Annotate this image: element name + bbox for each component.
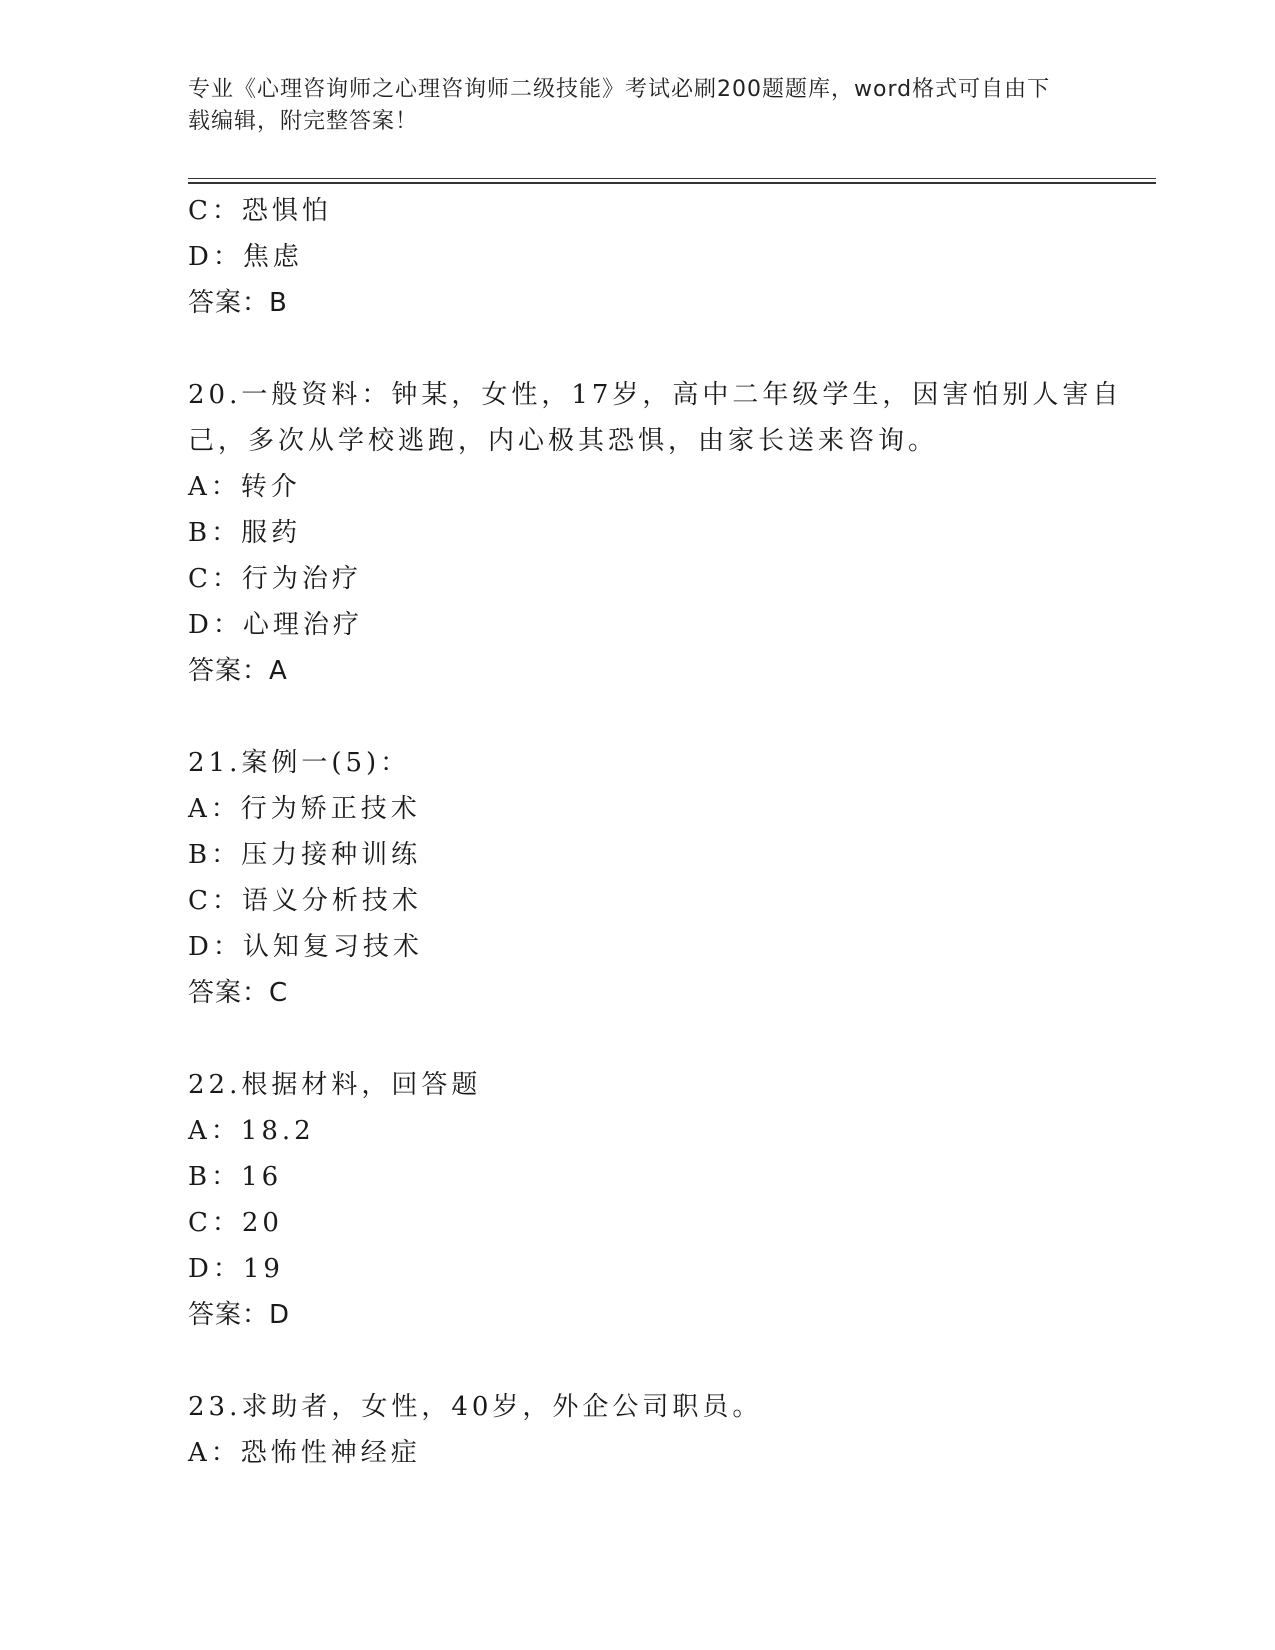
option-b: B：压力接种训练 [188, 840, 422, 870]
spacer [188, 694, 1088, 740]
option-b: B：服药 [188, 518, 302, 548]
option-a: A：恐怖性神经症 [188, 1438, 421, 1468]
option-c: C：恐惧怕 [188, 196, 332, 226]
question-stem: 23.求助者，女性，40岁，外企公司职员。 [188, 1392, 763, 1422]
question-list [188, 188, 1123, 1476]
header-rule-thick [188, 182, 1156, 184]
option-d: D：焦虑 [188, 242, 303, 272]
option-a: A：转介 [188, 472, 301, 502]
spacer [188, 1016, 1088, 1062]
option-d: D：心理治疗 [188, 610, 363, 640]
spacer [188, 1338, 1088, 1384]
answer-line: 答案：D [188, 1300, 291, 1330]
question-stem: 20.一般资料：钟某，女性，17岁，高中二年级学生，因害怕别人害自 [188, 380, 1123, 410]
question-stem: 己，多次从学校逃跑，内心极其恐惧，由家长送来咨询。 [188, 426, 939, 456]
option-d: D：认知复习技术 [188, 932, 423, 962]
question-stem: 21.案例一(5)： [188, 748, 411, 778]
answer-line: 答案：A [188, 656, 288, 686]
answer-line: 答案：C [188, 978, 289, 1008]
option-a: A：行为矫正技术 [188, 794, 421, 824]
option-c: C：行为治疗 [188, 564, 362, 594]
document-header: 专业《心理咨询师之心理咨询师二级技能》考试必刷200题题库，word格式可自由下载编辑，附完整答案！ [188, 77, 1051, 134]
option-c: C：20 [188, 1208, 283, 1238]
option-b: B：16 [188, 1162, 283, 1192]
header-rule-thin [188, 178, 1156, 179]
answer-line: 答案：B [188, 288, 288, 318]
option-c: C：语义分析技术 [188, 886, 422, 916]
spacer [188, 326, 1088, 372]
option-d: D：19 [188, 1254, 284, 1284]
question-stem: 22.根据材料，回答题 [188, 1070, 482, 1100]
option-a: A：18.2 [188, 1116, 315, 1146]
